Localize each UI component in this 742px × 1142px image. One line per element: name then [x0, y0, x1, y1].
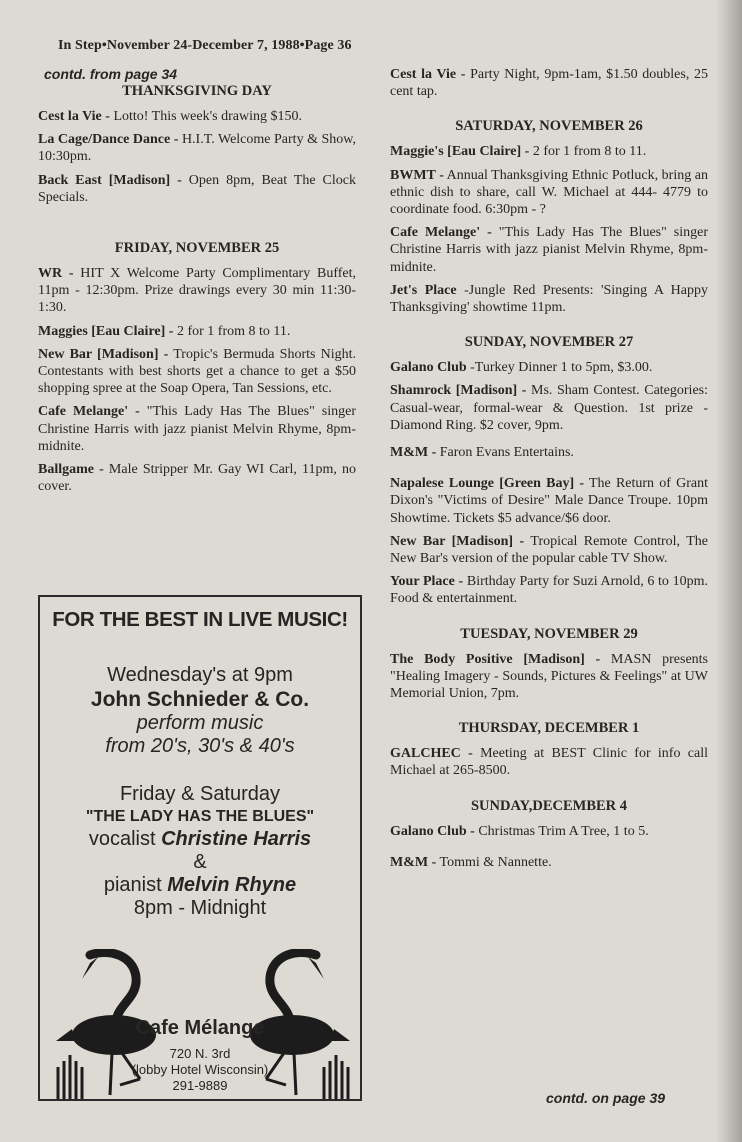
- event-text: Tropical Remote Control, The New Bar's version of the popular cable TV Show.: [390, 533, 709, 567]
- event-listing: [38, 346, 356, 398]
- page-header: In Step•November 24-December 7, 1988•Page 36: [58, 38, 352, 53]
- day2-events: [38, 265, 356, 495]
- event-text: "This Lady Has The Blues" singer Christine Harris with jazz pianist Melvin Rhyme, 8pm-midnite.: [38, 404, 356, 454]
- ad-headline: FOR THE BEST IN LIVE MUSIC!: [52, 608, 348, 631]
- event-listing: [390, 444, 708, 461]
- ad-description: from 20's, 30's & 40's: [105, 735, 295, 757]
- event-text: Tropic's Bermuda Shorts Night. Contestants with best shorts get a chance to get a $50 shopping spree at the Soap Opera, Tan Sessions, etc.: [38, 346, 356, 397]
- event-venue: GALCHEC -: [390, 746, 473, 762]
- event-text: HIT X Welcome Party Complimentary Buffet, 11pm - 12:30pm. Prize drawings every 30 min 11:30- 1:30.: [38, 266, 356, 316]
- event-text: Faron Evans Entertains.: [436, 445, 574, 461]
- event-listing: [390, 823, 708, 840]
- event-venue: WR -: [38, 266, 74, 282]
- event-text: Open 8pm, Beat The Clock Specials.: [38, 172, 356, 205]
- day-heading: SATURDAY, NOVEMBER 26: [455, 118, 643, 135]
- event-text: The Return of Grant Dixon's "Victims of Desire" Male Dance Troupe. 10pm Showtime. Tickets $5 advance/$6 door.: [390, 476, 708, 526]
- ad-address-line: 720 N. 3rd: [169, 1046, 231, 1061]
- event-text: Ms. Sham Contest. Categories: Casual-wear, formal-wear & Question. 1st prize - Diamond Ring. $2 cover, 9pm.: [390, 383, 709, 433]
- event-venue: Galano Club: [390, 360, 467, 376]
- left-column: [38, 66, 356, 501]
- ad-schedule-line: Friday & Saturday: [119, 783, 281, 805]
- ad-phone: 291-9889: [172, 1078, 228, 1093]
- event-listing: [390, 143, 708, 160]
- event-venue: Cest la Vie -: [38, 109, 110, 124]
- day-heading: TUESDAY, NOVEMBER 29: [460, 625, 638, 642]
- event-listing: [38, 265, 356, 317]
- event-text: Annual Thanksgiving Ethnic Potluck, bring an ethnic dish to share, call W. Michael at 444- 4779 to coordinate food. 6:30pm - ?: [390, 167, 708, 218]
- event-text: -Turkey Dinner 1 to 5pm, $3.00.: [466, 360, 653, 376]
- event-venue: Back East [Madison] -: [38, 172, 182, 188]
- day-heading: SUNDAY, NOVEMBER 27: [464, 334, 634, 351]
- event-listing: [38, 172, 356, 206]
- event-venue: Cafe Melange' -: [390, 225, 492, 241]
- event-venue: Cest la Vie -: [390, 67, 466, 82]
- event-venue: New Bar [Madison] -: [38, 346, 169, 362]
- event-listing: [38, 403, 356, 455]
- event-venue: Maggie's [Eau Claire] -: [390, 144, 530, 160]
- event-text: "This Lady Has The Blues" singer Christine Harris with jazz pianist Melvin Rhyme, 8pm- midnite.: [390, 225, 708, 275]
- ad-time-line: 8pm - Midnight: [133, 897, 267, 919]
- event-venue: BWMT -: [390, 167, 444, 183]
- ad-performer-name: John Schnieder & Co.: [90, 688, 310, 711]
- event-venue: Ballgame -: [38, 462, 104, 478]
- right-column: [390, 66, 708, 877]
- event-venue: New Bar [Madison] -: [390, 533, 525, 549]
- event-listing: [390, 282, 708, 316]
- event-listing: [38, 461, 356, 495]
- event-text: Meeting at BEST Clinic for info call Michael at 265-8500.: [390, 746, 708, 779]
- event-listing: [390, 533, 708, 567]
- event-venue: Your Place -: [390, 574, 464, 590]
- day1-events: [38, 108, 356, 206]
- day-heading: THURSDAY, DECEMBER 1: [458, 720, 640, 737]
- event-listing: [38, 131, 356, 165]
- event-listing: [390, 573, 708, 607]
- event-text: Tommi & Nannette.: [436, 854, 552, 870]
- event-venue: M&M -: [390, 445, 437, 461]
- event-listing: [390, 224, 708, 276]
- event-listing: [390, 745, 708, 779]
- event-text: -Jungle Red Presents: 'Singing A Happy Thanksgiving' showtime 11pm.: [390, 282, 708, 316]
- ad-show-title: "THE LADY HAS THE BLUES": [85, 808, 315, 825]
- ad-address: [40, 1046, 360, 1094]
- ad-schedule-line: Wednesday's at 9pm: [107, 664, 293, 686]
- day-heading: THANKSGIVING DAY: [122, 83, 272, 99]
- event-venue: La Cage/Dance Dance -: [38, 132, 179, 148]
- day-heading: SUNDAY,DECEMBER 4: [470, 797, 628, 814]
- event-listing: [390, 854, 708, 871]
- event-text: 2 for 1 from 8 to 11.: [529, 144, 647, 160]
- event-text: H.I.T. Welcome Party & Show, 10:30pm.: [38, 132, 356, 165]
- ad-artist: Melvin Rhyne: [167, 874, 297, 896]
- event-text: Birthday Party for Suzi Arnold, 6 to 10pm. Food & entertainment.: [390, 574, 708, 607]
- event-venue: The Body Positive [Madison] -: [390, 651, 601, 667]
- event-venue: Napalese Lounge [Green Bay] -: [390, 476, 585, 492]
- event-listing: [38, 108, 356, 125]
- event-venue: Shamrock [Madison] -: [390, 383, 527, 399]
- event-venue: Cafe Melange' -: [38, 404, 140, 420]
- ad-pianist-line: [40, 874, 360, 897]
- event-listing: [38, 323, 356, 340]
- event-listing: [390, 359, 708, 376]
- event-venue: Galano Club -: [390, 823, 475, 839]
- event-listing: [390, 651, 708, 703]
- event-listing: [390, 66, 708, 100]
- event-listing: [390, 167, 708, 219]
- event-listing: [390, 382, 708, 434]
- event-text: Lotto! This week's drawing $150.: [109, 109, 302, 124]
- ad-address-line: (lobby Hotel Wisconsin): [131, 1062, 269, 1077]
- page-edge-shadow: [716, 0, 742, 1142]
- ad-vocalist-line: [40, 828, 360, 851]
- event-venue: M&M -: [390, 854, 437, 870]
- ad-description: perform music: [136, 712, 264, 734]
- event-text: Christmas Trim A Tree, 1 to 5.: [474, 823, 649, 839]
- event-listing: [390, 475, 708, 527]
- ad-role: vocalist: [88, 828, 162, 850]
- ad-ampersand: &: [193, 851, 207, 873]
- event-venue: Jet's Place: [390, 282, 457, 298]
- event-text: Party Night, 9pm-1am, $1.50 doubles, 25 cent tap.: [390, 67, 708, 100]
- day-heading: FRIDAY, NOVEMBER 25: [114, 240, 280, 257]
- event-venue: Maggies [Eau Claire] -: [38, 323, 174, 339]
- event-text: 2 for 1 from 8 to 11.: [173, 323, 291, 339]
- event-text: MASN presents "Healing Imagery - Sounds, Pictures & Feelings" at UW Memorial Union, 7pm.: [390, 651, 708, 702]
- cafe-melange-advertisement: [38, 595, 362, 1101]
- continued-from-note: contd. from page 34: [44, 66, 178, 82]
- ad-role: pianist: [103, 874, 168, 896]
- event-text: Male Stripper Mr. Gay WI Carl, 11pm, no cover.: [38, 462, 356, 495]
- continued-on-note: contd. on page 39: [546, 1090, 666, 1106]
- ad-artist: Christine Harris: [161, 828, 312, 850]
- ad-venue-name: Cafe Mélange: [135, 1017, 265, 1039]
